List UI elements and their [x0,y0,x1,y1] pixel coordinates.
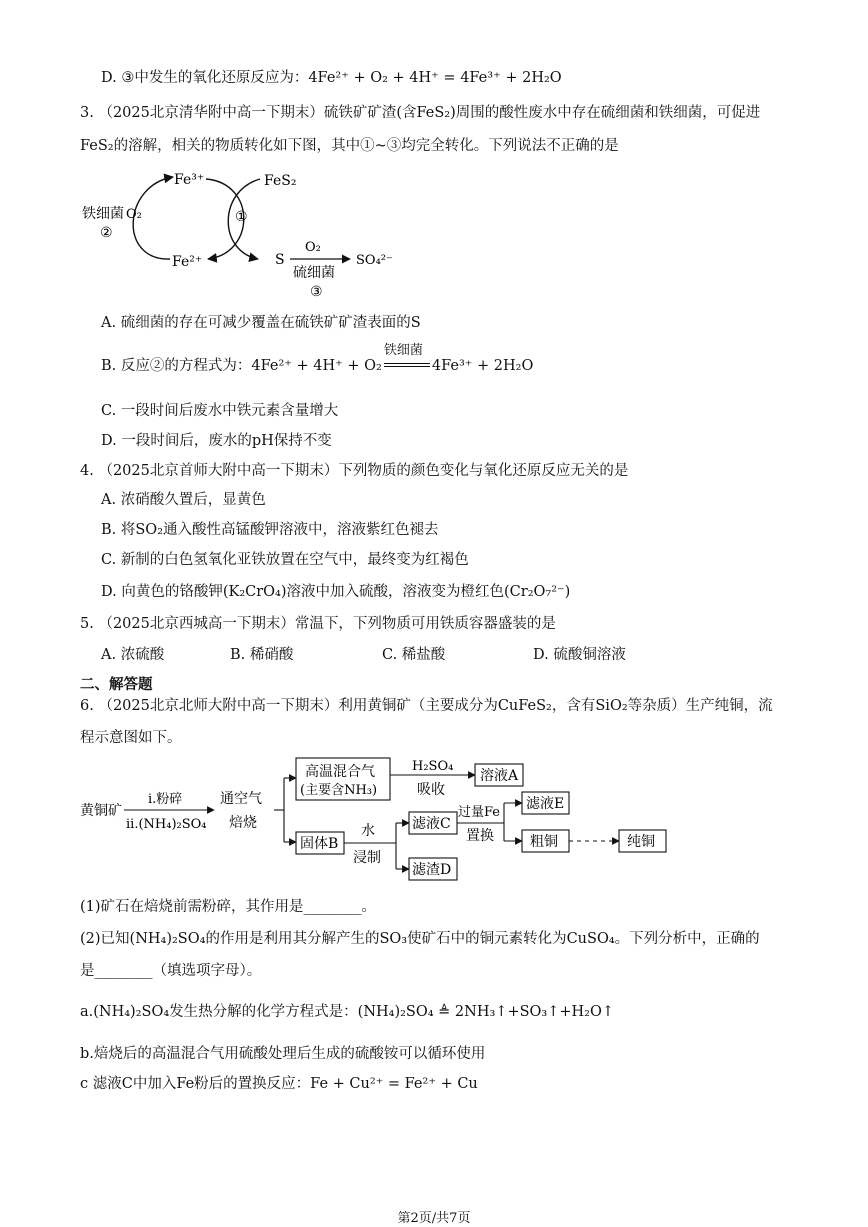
sulfur-bacteria-label: 硫细菌 [293,265,335,281]
mark-2: ② [100,225,113,241]
h2so4-label: H₂SO₄ [412,759,454,774]
q3-option-b-lhs: 4Fe²⁺ + 4H⁺ + O₂ [251,358,382,374]
solid-b-box: 固体B [300,836,339,852]
q5-option-d: D. 硫酸铜溶液 [533,647,626,663]
q5-option-b: B. 稀硝酸 [230,647,294,663]
iron-bacteria-label: 铁细菌 [82,206,124,222]
q6-item-c: c 滤液C中加入Fe粉后的置换反应：Fe + Cu²⁺ = Fe²⁺ + Cu [80,1076,478,1092]
q3-stem-line2: FeS₂的溶解，相关的物质转化如下图，其中①~③均完全转化。下列说法不正确的是 [80,138,619,154]
gas-box-line1: 高温混合气 [305,764,375,780]
filtrate-c-box: 滤液C [412,816,451,832]
q3-option-b [101,343,534,376]
fe2-ion-label: Fe²⁺ [172,254,203,270]
crude-cu-box: 粗铜 [530,834,558,850]
q3-cycle-diagram [78,165,408,305]
q6-item-b: b.焙烧后的高温混合气用硫酸处理后生成的硫酸铵可以循环使用 [80,1046,486,1062]
filtrate-e-box: 滤液E [526,796,565,812]
replace-label: 置换 [466,828,494,844]
q3-option-d: D. 一段时间后，废水的pH保持不变 [101,433,332,449]
q6-sub2-line1: (2)已知(NH₄)₂SO₄的作用是利用其分解产生的SO₃使矿石中的铜元素转化为CuSO₄。下列分析中，正确的 [80,931,760,947]
q6-stem-line2: 程示意图如下。 [80,730,182,746]
q6-flow-diagram [78,750,678,885]
q3-option-b-condition: 铁细菌 [383,343,423,358]
section-title: 二、解答题 [80,677,153,693]
q3-option-c: C. 一段时间后废水中铁元素含量增大 [101,403,339,419]
excess-fe-label: 过量Fe [458,805,501,820]
step-ii-label: ii.(NH₄)₂SO₄ [126,817,207,832]
page-number: 第2页/共7页 [397,1211,471,1226]
q3-option-b-prefix: B. 反应②的方程式为： [101,358,252,374]
o2-right-label: O₂ [305,240,321,255]
q4-stem: 4. （2025北京首师大附中高一下期末）下列物质的颜色变化与氧化还原反应无关的是 [80,463,629,479]
q3-option-a: A. 硫细菌的存在可减少覆盖在硫铁矿矿渣表面的S [101,315,421,331]
mark-1: ① [235,209,248,225]
o2-left-label: O₂ [126,207,142,222]
so4-label: SO₄²⁻ [356,253,393,268]
residue-d-box: 滤渣D [412,862,452,878]
sulfur-label: S [275,252,285,268]
q6-stem-line1: 6. （2025北京北师大附中高一下期末）利用黄铜矿（主要成分为CuFeS₂，含有SiO₂等杂质）生产纯铜，流 [80,698,773,714]
q4-option-b: B. 将SO₂通入酸性高锰酸钾溶液中，溶液紫红色褪去 [101,522,439,538]
solution-a-box: 溶液A [480,768,519,784]
q3-stem-line1: 3. （2025北京清华附中高一下期末）硫铁矿矿渣(含FeS₂)周围的酸性废水中存在硫细菌和铁细菌，可促进 [80,105,761,121]
absorb-label: 吸收 [417,782,445,798]
fe3-ion-label: Fe³⁺ [174,172,205,188]
air-label: 通空气 [220,791,262,807]
q4-option-a: A. 浓硝酸久置后，显黄色 [101,492,266,508]
q5-stem: 5. （2025北京西城高一下期末）常温下，下列物质可用铁质容器盛装的是 [80,616,556,632]
roast-label: 焙烧 [229,815,257,831]
q6-item-a: a.(NH₄)₂SO₄发生热分解的化学方程式是：(NH₄)₂SO₄ ≜ 2NH₃↑+SO₃↑+H₂O↑ [80,1004,615,1020]
step-i-label: i.粉碎 [148,792,183,807]
gas-box-line2: (主要含NH₃) [300,783,378,798]
q6-sub2-line2: 是________（填选项字母）。 [80,963,262,979]
q3-option-b-rhs: 4Fe³⁺ + 2H₂O [431,358,534,374]
q2-option-d: D. ③中发生的氧化还原反应为：4Fe²⁺ + O₂ + 4H⁺ = 4Fe³⁺ + 2H₂O [101,70,562,86]
q5-option-c: C. 稀盐酸 [382,647,446,663]
pure-cu-box: 纯铜 [627,834,655,850]
q4-option-d: D. 向黄色的铬酸钾(K₂CrO₄)溶液中加入硫酸，溶液变为橙红色(Cr₂O₇²⁻) [101,584,571,600]
fes2-label: FeS₂ [264,173,297,189]
mark-3: ③ [310,284,323,300]
water-label: 水 [361,823,375,839]
q5-option-a: A. 浓硫酸 [101,647,165,663]
ore-label: 黄铜矿 [80,803,122,819]
leach-label: 浸制 [353,850,381,866]
q4-option-c: C. 新制的白色氢氧化亚铁放置在空气中，最终变为红褐色 [101,552,469,568]
q6-sub1: (1)矿石在焙烧前需粉碎，其作用是________。 [80,899,377,915]
q3-option-b-equal-sign [382,343,432,376]
